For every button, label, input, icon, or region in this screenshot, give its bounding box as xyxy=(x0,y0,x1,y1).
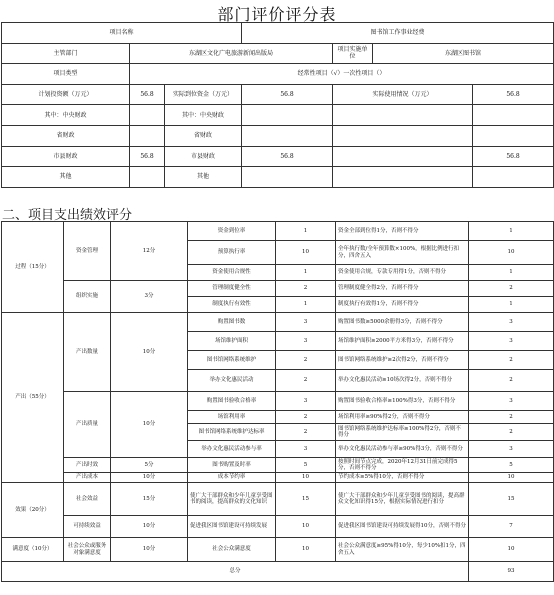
weight: 3 xyxy=(276,392,336,411)
indicator: 社会公众满意度 xyxy=(188,538,276,562)
criteria: 社会公众满意度≥95%得10分，每少10%扣1分，四舍五入 xyxy=(336,538,469,562)
performance-table xyxy=(1,221,554,582)
score: 10 xyxy=(469,473,554,483)
other-value-3 xyxy=(473,167,554,188)
total-label: 总分 xyxy=(2,562,469,582)
indicator: 购置图书数 xyxy=(188,313,276,332)
used-value: 56.8 xyxy=(473,84,554,105)
central-value xyxy=(130,105,165,126)
weight: 10 xyxy=(276,538,336,562)
impl-label: 项目实施单位 xyxy=(333,43,373,64)
project-info-table xyxy=(1,22,554,188)
criteria: 资金使用合规，专款专用得1分，否则不得分 xyxy=(336,265,469,281)
sub-social-score: 15分 xyxy=(111,483,188,516)
criteria: 资金全部到位得1分，否则不得分 xyxy=(336,222,469,241)
sub-cost-score: 10分 xyxy=(111,473,188,483)
sub-satisfaction: 社会公众或服务对象满意度 xyxy=(64,538,111,562)
criteria: 制度执行有效得1分，否则不得分 xyxy=(336,297,469,313)
sub-satisfaction-score: 10分 xyxy=(111,538,188,562)
criteria: 场馆利用率≥90%得2分，否则不得分 xyxy=(336,411,469,424)
other-value-2 xyxy=(242,167,333,188)
weight: 1 xyxy=(276,297,336,313)
weight: 15 xyxy=(276,483,336,516)
sub-sustain-score: 10分 xyxy=(111,516,188,538)
criteria: 举办文化惠民活动≥10场次得2分，否则不得分 xyxy=(336,370,469,392)
sub-cost: 产出成本 xyxy=(64,473,111,483)
weight: 5 xyxy=(276,458,336,473)
sub-quality: 产出质量 xyxy=(64,392,111,458)
used-label: 实际使用情况（万元） xyxy=(333,84,473,105)
indicator: 图书购置及时率 xyxy=(188,458,276,473)
weight: 2 xyxy=(276,351,336,370)
dept-value: 东湖区文化广电旅游新闻出版局 xyxy=(130,43,333,64)
weight: 3 xyxy=(276,332,336,351)
criteria: 促进我区图书馆建设可持续发展得10分，否则不得分 xyxy=(336,516,469,538)
province-label-2: 省财政 xyxy=(165,125,242,146)
other-label-2: 其他 xyxy=(165,167,242,188)
other-blank xyxy=(333,167,473,188)
score: 2 xyxy=(469,370,554,392)
score: 3 xyxy=(469,313,554,332)
fund-value: 56.8 xyxy=(130,84,165,105)
social-description: 使广大干部群众和少年儿童享受图书的阅读，提高群众的文化知识 xyxy=(188,483,276,516)
city-label: 市县财政 xyxy=(2,146,130,167)
weight: 2 xyxy=(276,370,336,392)
category-process: 过程（15分） xyxy=(2,222,64,313)
score: 1 xyxy=(469,222,554,241)
indicator: 制度执行有效性 xyxy=(188,297,276,313)
category-satisfaction: 满意度（10分） xyxy=(2,538,64,562)
score: 15 xyxy=(469,483,554,516)
sub-qty-score: 10分 xyxy=(111,313,188,392)
central-value-2 xyxy=(242,105,333,126)
score: 3 xyxy=(469,332,554,351)
central-label-2: 其中：中央财政 xyxy=(165,105,242,126)
criteria: 全年执行数/全年预算数×100%，根据比例进行扣分，四舍五入 xyxy=(336,241,469,265)
sub-qty: 产出数量 xyxy=(64,313,111,392)
weight: 2 xyxy=(276,281,336,297)
sub-social: 社会效益 xyxy=(64,483,111,516)
arrived-label: 实际到位资金（万元） xyxy=(165,84,242,105)
central-value-3 xyxy=(473,105,554,126)
score: 2 xyxy=(469,411,554,424)
city-value-3: 56.8 xyxy=(473,146,554,167)
score: 3 xyxy=(469,441,554,458)
score: 2 xyxy=(469,424,554,441)
indicator: 资金使用合规性 xyxy=(188,265,276,281)
weight: 2 xyxy=(276,411,336,424)
province-value xyxy=(130,125,165,146)
indicator: 举办文化惠民活动 xyxy=(188,370,276,392)
criteria: 举办文化惠民活动参与率≥90%得3分，否则不得分 xyxy=(336,441,469,458)
sub-org-score: 3分 xyxy=(111,281,188,313)
score: 2 xyxy=(469,351,554,370)
central-blank xyxy=(333,105,473,126)
score: 10 xyxy=(469,241,554,265)
indicator: 资金到位率 xyxy=(188,222,276,241)
weight: 10 xyxy=(276,241,336,265)
sub-time-score: 5分 xyxy=(111,458,188,473)
page-title: 部门评价评分表 xyxy=(217,5,337,24)
sub-fund-mgmt-score: 12分 xyxy=(111,222,188,281)
indicator: 图书馆网络系统维护达标率 xyxy=(188,424,276,441)
weight: 10 xyxy=(276,516,336,538)
sustain-description: 促进我区图书馆建设可持续发展 xyxy=(188,516,276,538)
arrived-value: 56.8 xyxy=(242,84,333,105)
sub-fund-mgmt: 资金管理 xyxy=(64,222,111,281)
weight: 1 xyxy=(276,265,336,281)
indicator: 购置图书验收合格率 xyxy=(188,392,276,411)
other-label: 其他 xyxy=(2,167,130,188)
score: 1 xyxy=(469,297,554,313)
sub-quality-score: 10分 xyxy=(111,392,188,458)
category-output: 产出（55分） xyxy=(2,313,64,483)
criteria: 图书馆网络系统维护达标率≥100%得2分，否则不得分 xyxy=(336,424,469,441)
province-label: 省财政 xyxy=(2,125,130,146)
indicator: 举办文化惠民活动参与率 xyxy=(188,441,276,458)
weight: 2 xyxy=(276,424,336,441)
indicator: 预算执行率 xyxy=(188,241,276,265)
province-value-2 xyxy=(242,125,333,146)
project-name-label: 项目名称 xyxy=(2,23,242,44)
dept-label: 主管部门 xyxy=(2,43,130,64)
province-value-3 xyxy=(473,125,554,146)
category-effect: 效果（20分） xyxy=(2,483,64,538)
city-value-2: 56.8 xyxy=(242,146,333,167)
weight: 1 xyxy=(276,222,336,241)
score: 1 xyxy=(469,265,554,281)
criteria: 按照时间节点完成，2020年12月31日前完成得5分，否则不得分 xyxy=(336,458,469,473)
score: 10 xyxy=(469,538,554,562)
criteria: 图书馆网络系统维护≥2次得2分，否则不得分 xyxy=(336,351,469,370)
criteria: 购置图书验收合格率≥100%得3分，否则不得分 xyxy=(336,392,469,411)
criteria: 场馆维护面积≥2000平方米得3分，否则不得分 xyxy=(336,332,469,351)
criteria: 购置图书数≥5000余册得3分，否则不得分 xyxy=(336,313,469,332)
project-name-value: 图书馆工作事业经费 xyxy=(242,23,554,44)
indicator: 场馆利用率 xyxy=(188,411,276,424)
criteria: 使广大干部群众和少年儿童享受图书的阅读，提高群众文化知识得15分，根据实际情况进行扣分 xyxy=(336,483,469,516)
province-blank xyxy=(333,125,473,146)
score: 3 xyxy=(469,392,554,411)
indicator: 成本节约率 xyxy=(188,473,276,483)
criteria: 管理制度健全得2分，否则不得分 xyxy=(336,281,469,297)
fund-label: 计划投资额（万元） xyxy=(2,84,130,105)
impl-value: 东湖区图书馆 xyxy=(373,43,554,64)
sub-org: 组织实施 xyxy=(64,281,111,313)
weight: 10 xyxy=(276,473,336,483)
indicator: 场馆维护面积 xyxy=(188,332,276,351)
criteria: 节约成本≥5%得10分，否则不得分 xyxy=(336,473,469,483)
central-label: 其中：中央财政 xyxy=(2,105,130,126)
score: 5 xyxy=(469,458,554,473)
city-label-2: 市县财政 xyxy=(165,146,242,167)
type-value: 经常性项目（√）一次性项目（） xyxy=(130,64,554,85)
weight: 3 xyxy=(276,441,336,458)
other-value xyxy=(130,167,165,188)
sub-time: 产出时效 xyxy=(64,458,111,473)
sub-sustain: 可持续效益 xyxy=(64,516,111,538)
weight: 3 xyxy=(276,313,336,332)
city-blank xyxy=(333,146,473,167)
section-title: 二、项目支出绩效评分 xyxy=(2,208,133,223)
total-score: 93 xyxy=(469,562,554,582)
score: 7 xyxy=(469,516,554,538)
city-value: 56.8 xyxy=(130,146,165,167)
indicator: 管理制度健全性 xyxy=(188,281,276,297)
indicator: 图书馆网络系统维护 xyxy=(188,351,276,370)
score: 2 xyxy=(469,281,554,297)
type-label: 项目类型 xyxy=(2,64,130,85)
